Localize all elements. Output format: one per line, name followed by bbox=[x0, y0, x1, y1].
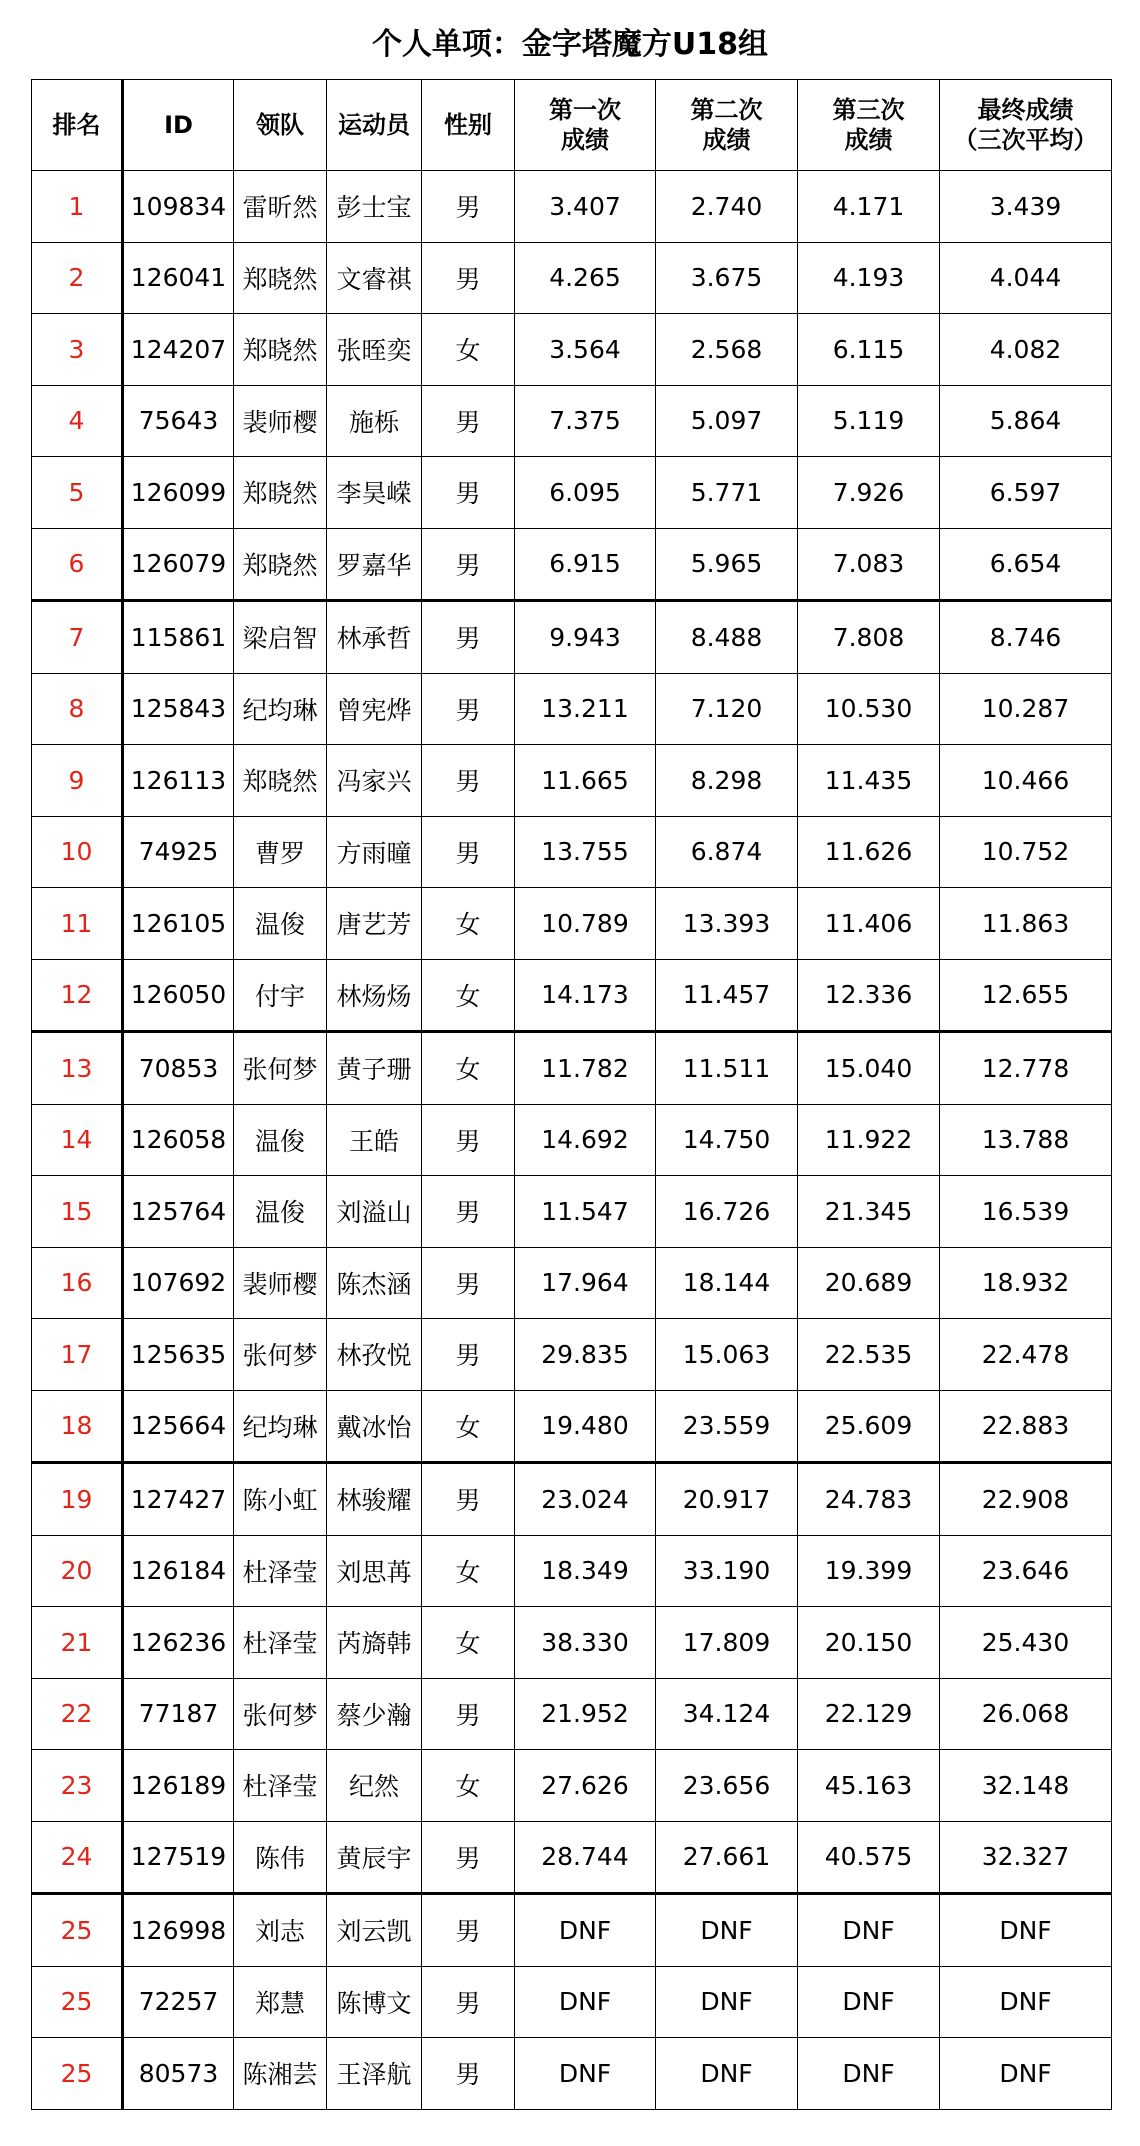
cell-round-1: 21.952 bbox=[515, 1678, 656, 1750]
cell-gender: 女 bbox=[422, 1390, 515, 1463]
cell-round-1: 27.626 bbox=[515, 1750, 656, 1822]
header-athlete: 运动员 bbox=[327, 80, 422, 171]
cell-round-3: 24.783 bbox=[798, 1463, 940, 1536]
cell-round-2: 6.874 bbox=[656, 816, 798, 888]
cell-id: 126050 bbox=[123, 959, 234, 1032]
cell-round-2: DNF bbox=[656, 1966, 798, 2038]
cell-round-3: 12.336 bbox=[798, 959, 940, 1032]
cell-rank: 1 bbox=[32, 171, 123, 243]
cell-gender: 男 bbox=[422, 1104, 515, 1176]
cell-round-1: 29.835 bbox=[515, 1319, 656, 1391]
cell-leader: 张何梦 bbox=[234, 1678, 327, 1750]
cell-round-2: DNF bbox=[656, 2038, 798, 2110]
cell-final: 26.068 bbox=[940, 1678, 1112, 1750]
table-row bbox=[32, 1894, 1112, 1967]
header-id: ID bbox=[123, 80, 234, 171]
cell-final: 6.654 bbox=[940, 528, 1112, 601]
cell-round-3: DNF bbox=[798, 1966, 940, 2038]
cell-rank: 25 bbox=[32, 1966, 123, 2038]
cell-round-1: 38.330 bbox=[515, 1607, 656, 1679]
cell-round-2: 14.750 bbox=[656, 1104, 798, 1176]
cell-id: 77187 bbox=[123, 1678, 234, 1750]
cell-leader: 郑晓然 bbox=[234, 457, 327, 529]
cell-round-3: 7.083 bbox=[798, 528, 940, 601]
cell-rank: 19 bbox=[32, 1463, 123, 1536]
cell-round-3: 7.926 bbox=[798, 457, 940, 529]
results-body bbox=[32, 171, 1112, 2110]
cell-gender: 男 bbox=[422, 1894, 515, 1967]
cell-final: 32.148 bbox=[940, 1750, 1112, 1822]
cell-final: 3.439 bbox=[940, 171, 1112, 243]
cell-rank: 11 bbox=[32, 888, 123, 960]
cell-leader: 梁启智 bbox=[234, 601, 327, 674]
cell-athlete: 林孜悦 bbox=[327, 1319, 422, 1391]
cell-round-1: 6.095 bbox=[515, 457, 656, 529]
cell-leader: 郑晓然 bbox=[234, 745, 327, 817]
cell-rank: 23 bbox=[32, 1750, 123, 1822]
cell-athlete: 刘思苒 bbox=[327, 1535, 422, 1607]
cell-round-2: 23.656 bbox=[656, 1750, 798, 1822]
cell-round-2: 13.393 bbox=[656, 888, 798, 960]
cell-id: 72257 bbox=[123, 1966, 234, 2038]
cell-final: 5.864 bbox=[940, 385, 1112, 457]
cell-id: 127427 bbox=[123, 1463, 234, 1536]
cell-gender: 男 bbox=[422, 457, 515, 529]
cell-final: DNF bbox=[940, 1894, 1112, 1967]
cell-round-3: 19.399 bbox=[798, 1535, 940, 1607]
cell-leader: 裴师樱 bbox=[234, 385, 327, 457]
cell-id: 125664 bbox=[123, 1390, 234, 1463]
cell-round-2: 8.298 bbox=[656, 745, 798, 817]
cell-id: 75643 bbox=[123, 385, 234, 457]
cell-gender: 男 bbox=[422, 1821, 515, 1894]
cell-athlete: 黄辰宇 bbox=[327, 1821, 422, 1894]
cell-gender: 男 bbox=[422, 1319, 515, 1391]
cell-id: 70853 bbox=[123, 1032, 234, 1105]
cell-leader: 陈小虹 bbox=[234, 1463, 327, 1536]
cell-rank: 22 bbox=[32, 1678, 123, 1750]
cell-round-1: 17.964 bbox=[515, 1247, 656, 1319]
cell-round-2: 33.190 bbox=[656, 1535, 798, 1607]
table-row bbox=[32, 1821, 1112, 1894]
cell-athlete: 纪然 bbox=[327, 1750, 422, 1822]
cell-gender: 男 bbox=[422, 673, 515, 745]
cell-final: 8.746 bbox=[940, 601, 1112, 674]
cell-round-2: 2.740 bbox=[656, 171, 798, 243]
cell-round-2: 5.965 bbox=[656, 528, 798, 601]
header-leader: 领队 bbox=[234, 80, 327, 171]
cell-gender: 女 bbox=[422, 1535, 515, 1607]
cell-id: 126236 bbox=[123, 1607, 234, 1679]
cell-leader: 张何梦 bbox=[234, 1032, 327, 1105]
cell-round-2: 5.097 bbox=[656, 385, 798, 457]
cell-rank: 4 bbox=[32, 385, 123, 457]
cell-id: 126105 bbox=[123, 888, 234, 960]
cell-gender: 男 bbox=[422, 1247, 515, 1319]
cell-leader: 温俊 bbox=[234, 1104, 327, 1176]
cell-round-2: 23.559 bbox=[656, 1390, 798, 1463]
cell-final: 10.466 bbox=[940, 745, 1112, 817]
cell-round-1: 4.265 bbox=[515, 242, 656, 314]
cell-round-3: 45.163 bbox=[798, 1750, 940, 1822]
page-title: 个人单项：金字塔魔方U18组 bbox=[371, 27, 769, 62]
cell-athlete: 黄子珊 bbox=[327, 1032, 422, 1105]
table-row bbox=[32, 171, 1112, 243]
cell-athlete: 陈杰涵 bbox=[327, 1247, 422, 1319]
cell-round-1: 11.665 bbox=[515, 745, 656, 817]
cell-rank: 7 bbox=[32, 601, 123, 674]
cell-athlete: 王皓 bbox=[327, 1104, 422, 1176]
cell-gender: 男 bbox=[422, 745, 515, 817]
cell-gender: 男 bbox=[422, 171, 515, 243]
cell-gender: 男 bbox=[422, 1966, 515, 2038]
cell-athlete: 文睿祺 bbox=[327, 242, 422, 314]
cell-round-3: 11.406 bbox=[798, 888, 940, 960]
table-row bbox=[32, 673, 1112, 745]
cell-round-1: DNF bbox=[515, 1966, 656, 2038]
cell-final: 13.788 bbox=[940, 1104, 1112, 1176]
cell-id: 126041 bbox=[123, 242, 234, 314]
cell-round-2: 8.488 bbox=[656, 601, 798, 674]
cell-athlete: 唐艺芳 bbox=[327, 888, 422, 960]
cell-round-1: 7.375 bbox=[515, 385, 656, 457]
cell-final: 23.646 bbox=[940, 1535, 1112, 1607]
cell-rank: 10 bbox=[32, 816, 123, 888]
cell-athlete: 陈博文 bbox=[327, 1966, 422, 2038]
cell-id: 126099 bbox=[123, 457, 234, 529]
cell-final: 12.778 bbox=[940, 1032, 1112, 1105]
cell-leader: 陈湘芸 bbox=[234, 2038, 327, 2110]
cell-round-3: 4.171 bbox=[798, 171, 940, 243]
cell-gender: 男 bbox=[422, 2038, 515, 2110]
cell-athlete: 张晊奕 bbox=[327, 314, 422, 386]
cell-leader: 温俊 bbox=[234, 1176, 327, 1248]
cell-round-2: 17.809 bbox=[656, 1607, 798, 1679]
cell-round-3: 10.530 bbox=[798, 673, 940, 745]
cell-id: 126184 bbox=[123, 1535, 234, 1607]
cell-round-3: 6.115 bbox=[798, 314, 940, 386]
cell-round-1: 13.211 bbox=[515, 673, 656, 745]
header-final: 最终成绩 （三次平均） bbox=[940, 80, 1112, 171]
cell-round-3: 15.040 bbox=[798, 1032, 940, 1105]
cell-final: 22.883 bbox=[940, 1390, 1112, 1463]
header-round-2: 第二次 成绩 bbox=[656, 80, 798, 171]
table-row bbox=[32, 528, 1112, 601]
cell-leader: 陈伟 bbox=[234, 1821, 327, 1894]
cell-rank: 3 bbox=[32, 314, 123, 386]
table-row bbox=[32, 959, 1112, 1032]
table-row bbox=[32, 314, 1112, 386]
cell-id: 107692 bbox=[123, 1247, 234, 1319]
cell-leader: 纪均琳 bbox=[234, 673, 327, 745]
cell-round-1: DNF bbox=[515, 2038, 656, 2110]
cell-gender: 男 bbox=[422, 816, 515, 888]
table-row bbox=[32, 1607, 1112, 1679]
cell-rank: 17 bbox=[32, 1319, 123, 1391]
cell-round-1: 10.789 bbox=[515, 888, 656, 960]
cell-round-1: 11.547 bbox=[515, 1176, 656, 1248]
table-row bbox=[32, 1966, 1112, 2038]
cell-rank: 15 bbox=[32, 1176, 123, 1248]
cell-round-2: DNF bbox=[656, 1894, 798, 1967]
cell-round-3: 20.689 bbox=[798, 1247, 940, 1319]
cell-round-1: 13.755 bbox=[515, 816, 656, 888]
cell-id: 124207 bbox=[123, 314, 234, 386]
cell-round-3: 4.193 bbox=[798, 242, 940, 314]
cell-round-1: 9.943 bbox=[515, 601, 656, 674]
cell-gender: 男 bbox=[422, 1176, 515, 1248]
cell-round-2: 15.063 bbox=[656, 1319, 798, 1391]
cell-athlete: 王泽航 bbox=[327, 2038, 422, 2110]
cell-round-2: 7.120 bbox=[656, 673, 798, 745]
cell-round-3: 25.609 bbox=[798, 1390, 940, 1463]
cell-final: 16.539 bbox=[940, 1176, 1112, 1248]
cell-gender: 男 bbox=[422, 601, 515, 674]
table-row bbox=[32, 1390, 1112, 1463]
cell-gender: 女 bbox=[422, 314, 515, 386]
cell-final: 25.430 bbox=[940, 1607, 1112, 1679]
cell-final: 22.908 bbox=[940, 1463, 1112, 1536]
cell-leader: 温俊 bbox=[234, 888, 327, 960]
cell-rank: 9 bbox=[32, 745, 123, 817]
cell-id: 109834 bbox=[123, 171, 234, 243]
cell-leader: 郑晓然 bbox=[234, 528, 327, 601]
cell-athlete: 芮旖韩 bbox=[327, 1607, 422, 1679]
cell-round-2: 2.568 bbox=[656, 314, 798, 386]
cell-id: 80573 bbox=[123, 2038, 234, 2110]
cell-round-1: 6.915 bbox=[515, 528, 656, 601]
table-row bbox=[32, 1032, 1112, 1105]
cell-gender: 男 bbox=[422, 385, 515, 457]
cell-rank: 21 bbox=[32, 1607, 123, 1679]
cell-round-2: 5.771 bbox=[656, 457, 798, 529]
cell-id: 126998 bbox=[123, 1894, 234, 1967]
table-row bbox=[32, 1535, 1112, 1607]
cell-athlete: 林骏耀 bbox=[327, 1463, 422, 1536]
cell-gender: 男 bbox=[422, 528, 515, 601]
cell-round-3: 5.119 bbox=[798, 385, 940, 457]
cell-round-3: DNF bbox=[798, 2038, 940, 2110]
results-table bbox=[31, 79, 1112, 2110]
cell-final: 4.044 bbox=[940, 242, 1112, 314]
cell-round-3: 20.150 bbox=[798, 1607, 940, 1679]
table-row bbox=[32, 601, 1112, 674]
cell-rank: 2 bbox=[32, 242, 123, 314]
cell-athlete: 李昊嵘 bbox=[327, 457, 422, 529]
cell-round-3: 7.808 bbox=[798, 601, 940, 674]
cell-athlete: 林承哲 bbox=[327, 601, 422, 674]
cell-round-3: 22.535 bbox=[798, 1319, 940, 1391]
cell-athlete: 刘云凯 bbox=[327, 1894, 422, 1967]
header-round-1: 第一次 成绩 bbox=[515, 80, 656, 171]
cell-round-3: 11.435 bbox=[798, 745, 940, 817]
cell-rank: 6 bbox=[32, 528, 123, 601]
cell-rank: 12 bbox=[32, 959, 123, 1032]
cell-final: 22.478 bbox=[940, 1319, 1112, 1391]
table-row bbox=[32, 888, 1112, 960]
cell-round-1: 23.024 bbox=[515, 1463, 656, 1536]
cell-gender: 女 bbox=[422, 959, 515, 1032]
cell-leader: 郑慧 bbox=[234, 1966, 327, 2038]
cell-round-2: 18.144 bbox=[656, 1247, 798, 1319]
cell-id: 127519 bbox=[123, 1821, 234, 1894]
cell-final: 10.752 bbox=[940, 816, 1112, 888]
cell-rank: 25 bbox=[32, 2038, 123, 2110]
cell-rank: 8 bbox=[32, 673, 123, 745]
cell-gender: 女 bbox=[422, 1607, 515, 1679]
cell-id: 125843 bbox=[123, 673, 234, 745]
cell-round-2: 11.457 bbox=[656, 959, 798, 1032]
cell-round-3: 11.922 bbox=[798, 1104, 940, 1176]
cell-athlete: 林炀炀 bbox=[327, 959, 422, 1032]
cell-final: 6.597 bbox=[940, 457, 1112, 529]
cell-round-3: 40.575 bbox=[798, 1821, 940, 1894]
cell-athlete: 蔡少瀚 bbox=[327, 1678, 422, 1750]
cell-athlete: 冯家兴 bbox=[327, 745, 422, 817]
cell-round-2: 3.675 bbox=[656, 242, 798, 314]
cell-round-3: DNF bbox=[798, 1894, 940, 1967]
cell-final: 4.082 bbox=[940, 314, 1112, 386]
cell-round-1: 19.480 bbox=[515, 1390, 656, 1463]
cell-gender: 男 bbox=[422, 1678, 515, 1750]
cell-leader: 雷昕然 bbox=[234, 171, 327, 243]
cell-leader: 裴师樱 bbox=[234, 1247, 327, 1319]
cell-leader: 郑晓然 bbox=[234, 314, 327, 386]
cell-round-2: 34.124 bbox=[656, 1678, 798, 1750]
cell-athlete: 戴冰怡 bbox=[327, 1390, 422, 1463]
cell-leader: 杜泽莹 bbox=[234, 1535, 327, 1607]
cell-id: 126058 bbox=[123, 1104, 234, 1176]
cell-gender: 男 bbox=[422, 1463, 515, 1536]
table-row bbox=[32, 457, 1112, 529]
table-row bbox=[32, 2038, 1112, 2110]
cell-athlete: 彭士宝 bbox=[327, 171, 422, 243]
cell-leader: 张何梦 bbox=[234, 1319, 327, 1391]
cell-athlete: 刘溢山 bbox=[327, 1176, 422, 1248]
header-gender: 性别 bbox=[422, 80, 515, 171]
cell-final: 32.327 bbox=[940, 1821, 1112, 1894]
cell-rank: 16 bbox=[32, 1247, 123, 1319]
table-row bbox=[32, 1247, 1112, 1319]
cell-gender: 女 bbox=[422, 1750, 515, 1822]
cell-round-1: 14.173 bbox=[515, 959, 656, 1032]
cell-round-1: 18.349 bbox=[515, 1535, 656, 1607]
cell-id: 126113 bbox=[123, 745, 234, 817]
cell-leader: 纪均琳 bbox=[234, 1390, 327, 1463]
cell-leader: 郑晓然 bbox=[234, 242, 327, 314]
cell-id: 125635 bbox=[123, 1319, 234, 1391]
cell-round-1: 28.744 bbox=[515, 1821, 656, 1894]
cell-round-2: 27.661 bbox=[656, 1821, 798, 1894]
cell-rank: 18 bbox=[32, 1390, 123, 1463]
cell-round-2: 11.511 bbox=[656, 1032, 798, 1105]
cell-leader: 杜泽莹 bbox=[234, 1750, 327, 1822]
cell-athlete: 施栎 bbox=[327, 385, 422, 457]
header-row bbox=[32, 80, 1112, 171]
cell-athlete: 罗嘉华 bbox=[327, 528, 422, 601]
cell-final: 10.287 bbox=[940, 673, 1112, 745]
cell-id: 74925 bbox=[123, 816, 234, 888]
cell-leader: 曹罗 bbox=[234, 816, 327, 888]
cell-rank: 24 bbox=[32, 1821, 123, 1894]
cell-round-1: 14.692 bbox=[515, 1104, 656, 1176]
cell-round-1: 3.564 bbox=[515, 314, 656, 386]
table-row bbox=[32, 385, 1112, 457]
table-row bbox=[32, 242, 1112, 314]
cell-round-2: 20.917 bbox=[656, 1463, 798, 1536]
cell-id: 126189 bbox=[123, 1750, 234, 1822]
cell-final: DNF bbox=[940, 1966, 1112, 2038]
cell-id: 115861 bbox=[123, 601, 234, 674]
cell-round-3: 21.345 bbox=[798, 1176, 940, 1248]
cell-athlete: 方雨曈 bbox=[327, 816, 422, 888]
cell-round-3: 11.626 bbox=[798, 816, 940, 888]
cell-round-3: 22.129 bbox=[798, 1678, 940, 1750]
cell-rank: 14 bbox=[32, 1104, 123, 1176]
cell-round-1: 11.782 bbox=[515, 1032, 656, 1105]
table-row bbox=[32, 745, 1112, 817]
table-row bbox=[32, 1678, 1112, 1750]
cell-round-1: 3.407 bbox=[515, 171, 656, 243]
table-row bbox=[32, 1750, 1112, 1822]
table-row bbox=[32, 816, 1112, 888]
cell-rank: 25 bbox=[32, 1894, 123, 1967]
table-row bbox=[32, 1104, 1112, 1176]
cell-leader: 杜泽莹 bbox=[234, 1607, 327, 1679]
cell-final: 18.932 bbox=[940, 1247, 1112, 1319]
table-row bbox=[32, 1319, 1112, 1391]
cell-round-2: 16.726 bbox=[656, 1176, 798, 1248]
cell-leader: 付宇 bbox=[234, 959, 327, 1032]
cell-gender: 男 bbox=[422, 242, 515, 314]
cell-leader: 刘志 bbox=[234, 1894, 327, 1967]
cell-final: 11.863 bbox=[940, 888, 1112, 960]
table-row bbox=[32, 1463, 1112, 1536]
cell-athlete: 曾宪烨 bbox=[327, 673, 422, 745]
table-row bbox=[32, 1176, 1112, 1248]
cell-rank: 13 bbox=[32, 1032, 123, 1105]
cell-rank: 5 bbox=[32, 457, 123, 529]
cell-final: DNF bbox=[940, 2038, 1112, 2110]
cell-gender: 女 bbox=[422, 1032, 515, 1105]
cell-id: 125764 bbox=[123, 1176, 234, 1248]
cell-round-1: DNF bbox=[515, 1894, 656, 1967]
cell-rank: 20 bbox=[32, 1535, 123, 1607]
header-rank: 排名 bbox=[32, 80, 123, 171]
header-round-3: 第三次 成绩 bbox=[798, 80, 940, 171]
cell-gender: 女 bbox=[422, 888, 515, 960]
cell-id: 126079 bbox=[123, 528, 234, 601]
cell-final: 12.655 bbox=[940, 959, 1112, 1032]
